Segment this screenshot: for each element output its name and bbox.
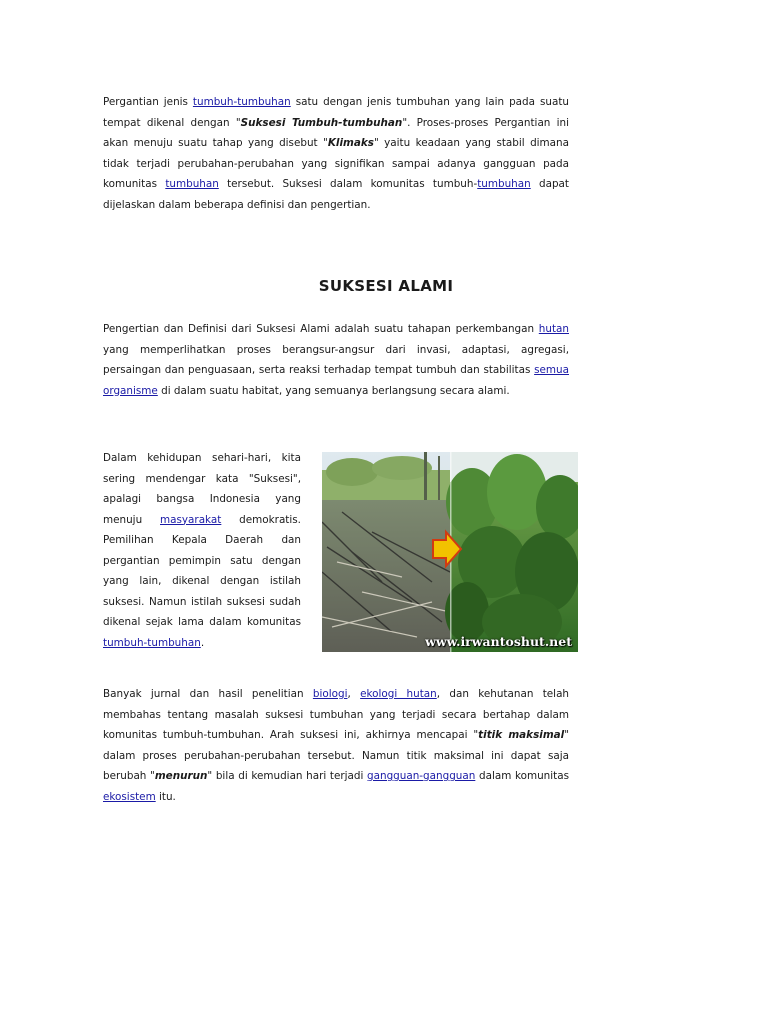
text: Pengertian dan Definisi dari Suksesi Alami adalah suatu tahapan perkembangan bbox=[103, 323, 539, 335]
text: dapat dijelaskan dalam beberapa definisi dan pengertian. bbox=[103, 178, 569, 211]
text: " dalam proses perubahan-perubahan tersebut. Namun titik maksimal ini dapat saja berubah " bbox=[103, 729, 569, 782]
link-hutan[interactable]: hutan bbox=[538, 323, 569, 335]
text: " yaitu keadaan yang stabil dimana tidak terjadi perubahan-perubahan yang signifikan sampai adanya gangguan pada komunitas bbox=[103, 137, 570, 190]
text: Pergantian jenis bbox=[103, 96, 193, 108]
link-gangguan-gangguan[interactable]: gangguan-gangguan bbox=[367, 770, 476, 782]
term-menurun: menurun bbox=[154, 770, 208, 782]
section-heading: SUKSESI ALAMI bbox=[318, 277, 454, 295]
text: . bbox=[200, 636, 205, 649]
text: dalam komunitas bbox=[475, 770, 570, 782]
link-tumbuhan[interactable]: tumbuhan bbox=[165, 178, 219, 190]
side-paragraph bbox=[103, 448, 301, 653]
definition-paragraph bbox=[103, 319, 569, 401]
text: ". Proses-proses Pergantian ini akan menuju suatu tahap yang disebut " bbox=[103, 116, 569, 149]
text: " bila di kemudian hari terjadi bbox=[207, 770, 368, 782]
link-tumbuhan-2[interactable]: tumbuhan bbox=[477, 178, 531, 190]
link-masyarakat[interactable]: masyarakat bbox=[160, 513, 222, 526]
term-suksesi-tumbuh-tumbuhan: Suksesi Tumbuh-tumbuhan bbox=[240, 116, 403, 129]
term-klimaks: Klimaks bbox=[327, 137, 374, 149]
text: , bbox=[347, 688, 361, 700]
text: satu dengan jenis tumbuhan yang lain pada suatu tempat dikenal dengan " bbox=[103, 96, 569, 129]
link-tumbuh-tumbuhan[interactable]: tumbuh-tumbuhan bbox=[192, 96, 291, 108]
text: Dalam kehidupan sehari-hari, kita sering mendengar kata "Suksesi", apalagi bangsa Indonesia yang menuju bbox=[103, 452, 301, 526]
link-ekologi-hutan[interactable]: ekologi hutan bbox=[360, 688, 437, 700]
text: , dan kehutanan telah membahas tentang masalah suksesi tumbuhan yang terjadi secara bertahap dalam komunitas tumbuh-tumbuhan. Arah suksesi ini, akhirnya mencapai " bbox=[103, 688, 570, 741]
succession-photo bbox=[322, 452, 578, 652]
text: itu. bbox=[155, 790, 176, 803]
text: demokratis. Pemilihan Kepala Daerah dan pergantian pemimpin satu dengan yang lain, dikenal dengan istilah suksesi. Namun istilah suksesi sudah dikenal sejak lama dalam komunitas bbox=[103, 513, 301, 628]
watermark-text: www.irwantoshut.net bbox=[425, 634, 572, 649]
text: Banyak jurnal dan hasil penelitian bbox=[103, 688, 313, 700]
link-semua-organisme[interactable]: semua organisme bbox=[103, 364, 569, 397]
link-ekosistem[interactable]: ekosistem bbox=[103, 790, 156, 803]
text: di dalam suatu habitat, yang semuanya berlangsung secara alami. bbox=[157, 384, 510, 397]
forest-illustration bbox=[322, 452, 578, 652]
intro-paragraph bbox=[103, 92, 569, 215]
text: tersebut. Suksesi dalam komunitas tumbuh- bbox=[218, 178, 478, 190]
link-biologi[interactable]: biologi bbox=[312, 688, 348, 700]
term-titik-maksimal: titik maksimal bbox=[478, 729, 565, 741]
closing-paragraph bbox=[103, 684, 569, 807]
link-tumbuh-tumbuhan-2[interactable]: tumbuh-tumbuhan bbox=[103, 636, 201, 649]
text: yang memperlihatkan proses berangsur-angsur dari invasi, adaptasi, agregasi, persaingan dan penguasaan, serta reaksi terhadap tempat tumbuh dan stabilitas bbox=[103, 343, 569, 376]
